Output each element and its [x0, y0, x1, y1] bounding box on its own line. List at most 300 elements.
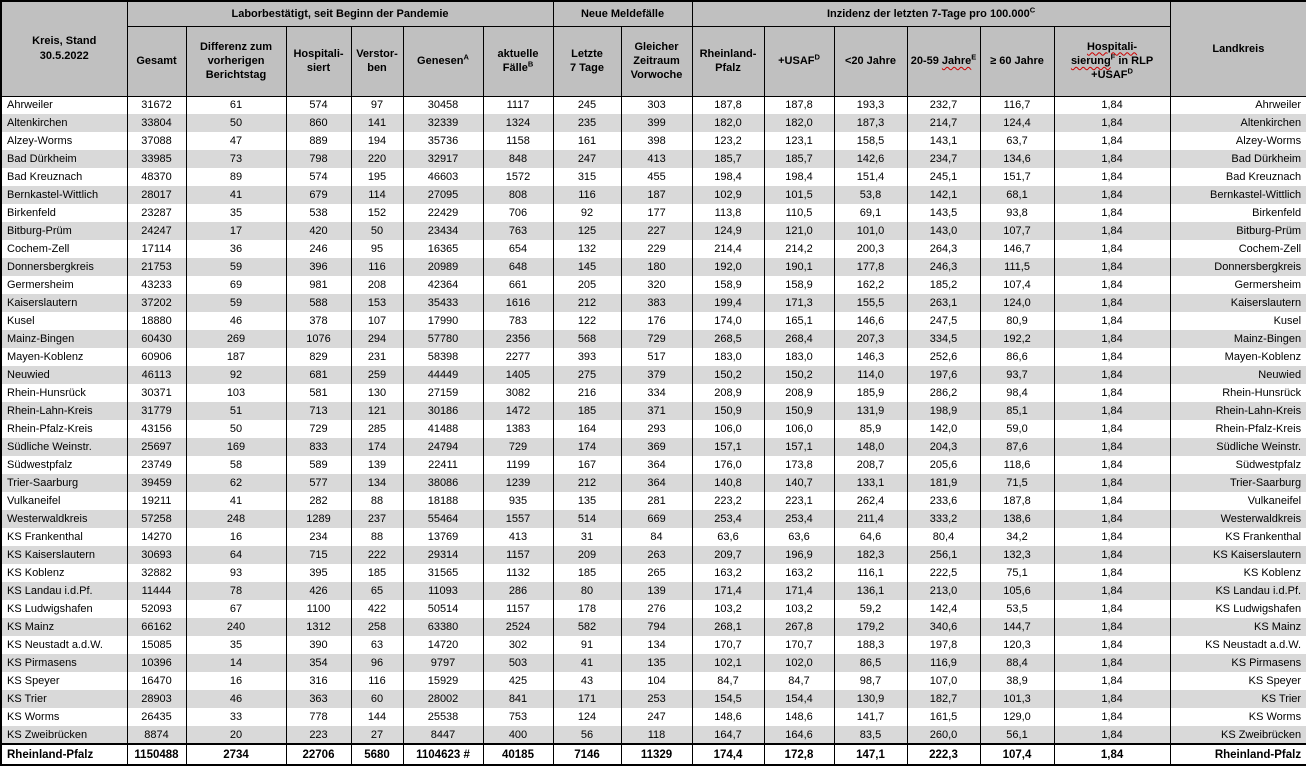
- cell-inzidenz-usaf: 103,2: [764, 600, 834, 618]
- cell-vorwoche: 84: [621, 528, 692, 546]
- cell-verstorben: 144: [351, 708, 403, 726]
- cell-vorwoche: 413: [621, 150, 692, 168]
- cell-genesen: 11093: [403, 582, 483, 600]
- cell-letzte-7-tage: 568: [553, 330, 621, 348]
- cell-aktuelle-faelle: 1199: [483, 456, 553, 474]
- cell-hospitalisierung: 1,84: [1054, 348, 1170, 366]
- cell-inzidenz-rlp: 176,0: [692, 456, 764, 474]
- cell-inzidenz-usaf: 150,9: [764, 402, 834, 420]
- cell-landkreis: Mayen-Koblenz: [1170, 348, 1306, 366]
- table-row: [1, 276, 1306, 294]
- cell-inzidenz-60plus: 107,4: [980, 276, 1054, 294]
- cell-vorwoche: 177: [621, 204, 692, 222]
- table-row: [1, 312, 1306, 330]
- cell-inzidenz-60plus: 187,8: [980, 492, 1054, 510]
- column-header-row: [1, 26, 1306, 96]
- cell-aktuelle-faelle: 935: [483, 492, 553, 510]
- cell-kreis: Westerwaldkreis: [1, 510, 127, 528]
- cell-inzidenz-usaf: 121,0: [764, 222, 834, 240]
- cell-inzidenz-rlp: 157,1: [692, 438, 764, 456]
- cell-inzidenz-u20: 158,5: [834, 132, 907, 150]
- cell-gesamt: 33804: [127, 114, 186, 132]
- cell-aktuelle-faelle: 808: [483, 186, 553, 204]
- cell-vorwoche: 139: [621, 582, 692, 600]
- cell-landkreis: Birkenfeld: [1170, 204, 1306, 222]
- cell-verstorben: 96: [351, 654, 403, 672]
- cell-inzidenz-60plus: 120,3: [980, 636, 1054, 654]
- cell-letzte-7-tage: 185: [553, 564, 621, 582]
- cell-inzidenz-rlp: 140,8: [692, 474, 764, 492]
- cell-inzidenz-20-59: 233,6: [907, 492, 980, 510]
- cell-hospitalisierung: 1,84: [1054, 294, 1170, 312]
- cell-inzidenz-20-59: 143,0: [907, 222, 980, 240]
- cell-inzidenz-60plus: 107,4: [980, 744, 1054, 765]
- cell-inzidenz-rlp: 182,0: [692, 114, 764, 132]
- cell-inzidenz-60plus: 86,6: [980, 348, 1054, 366]
- column-header-vorwoche: Gleicher Zeitraum Vorwoche: [621, 26, 692, 96]
- cell-hospitalisiert: 1289: [286, 510, 351, 528]
- table-row: [1, 708, 1306, 726]
- cell-inzidenz-20-59: 286,2: [907, 384, 980, 402]
- cell-inzidenz-rlp: 268,5: [692, 330, 764, 348]
- cell-verstorben: 114: [351, 186, 403, 204]
- cell-vorwoche: 669: [621, 510, 692, 528]
- cell-inzidenz-60plus: 124,0: [980, 294, 1054, 312]
- cell-inzidenz-usaf: 154,4: [764, 690, 834, 708]
- cell-inzidenz-u20: 147,1: [834, 744, 907, 765]
- cell-inzidenz-rlp: 63,6: [692, 528, 764, 546]
- cell-inzidenz-usaf: 110,5: [764, 204, 834, 222]
- cell-gesamt: 37202: [127, 294, 186, 312]
- cell-inzidenz-u20: 155,5: [834, 294, 907, 312]
- table-row: [1, 528, 1306, 546]
- cell-letzte-7-tage: 132: [553, 240, 621, 258]
- cell-inzidenz-u20: 182,3: [834, 546, 907, 564]
- cell-genesen: 50514: [403, 600, 483, 618]
- cell-letzte-7-tage: 92: [553, 204, 621, 222]
- cell-inzidenz-u20: 131,9: [834, 402, 907, 420]
- cell-kreis: Mainz-Bingen: [1, 330, 127, 348]
- cell-gesamt: 23287: [127, 204, 186, 222]
- cell-aktuelle-faelle: 503: [483, 654, 553, 672]
- cell-inzidenz-60plus: 71,5: [980, 474, 1054, 492]
- cell-aktuelle-faelle: 1158: [483, 132, 553, 150]
- cell-gesamt: 1150488: [127, 744, 186, 765]
- cell-genesen: 16365: [403, 240, 483, 258]
- cell-genesen: 41488: [403, 420, 483, 438]
- cell-vorwoche: 399: [621, 114, 692, 132]
- cell-genesen: 9797: [403, 654, 483, 672]
- cell-inzidenz-u20: 177,8: [834, 258, 907, 276]
- cell-inzidenz-20-59: 182,7: [907, 690, 980, 708]
- table-row: [1, 150, 1306, 168]
- cell-inzidenz-60plus: 53,5: [980, 600, 1054, 618]
- cell-kreis: KS Kaiserslautern: [1, 546, 127, 564]
- cell-hospitalisierung: 1,84: [1054, 600, 1170, 618]
- cell-gesamt: 21753: [127, 258, 186, 276]
- cell-hospitalisiert: 234: [286, 528, 351, 546]
- cell-inzidenz-60plus: 144,7: [980, 618, 1054, 636]
- cell-inzidenz-u20: 136,1: [834, 582, 907, 600]
- cell-kreis: Alzey-Worms: [1, 132, 127, 150]
- cell-landkreis: Bad Kreuznach: [1170, 168, 1306, 186]
- cell-inzidenz-60plus: 34,2: [980, 528, 1054, 546]
- cell-kreis: Südwestpfalz: [1, 456, 127, 474]
- cell-aktuelle-faelle: 783: [483, 312, 553, 330]
- cell-vorwoche: 794: [621, 618, 692, 636]
- cell-hospitalisierung: 1,84: [1054, 384, 1170, 402]
- cell-differenz: 69: [186, 276, 286, 294]
- cell-inzidenz-u20: 101,0: [834, 222, 907, 240]
- cell-aktuelle-faelle: 400: [483, 726, 553, 744]
- cell-kreis: Kusel: [1, 312, 127, 330]
- table-header: [1, 1, 1306, 96]
- cell-verstorben: 5680: [351, 744, 403, 765]
- cell-aktuelle-faelle: 706: [483, 204, 553, 222]
- cell-aktuelle-faelle: 753: [483, 708, 553, 726]
- cell-hospitalisierung: 1,84: [1054, 654, 1170, 672]
- cell-inzidenz-usaf: 198,4: [764, 168, 834, 186]
- cell-verstorben: 60: [351, 690, 403, 708]
- cell-inzidenz-usaf: 123,1: [764, 132, 834, 150]
- cell-hospitalisiert: 729: [286, 420, 351, 438]
- cell-gesamt: 37088: [127, 132, 186, 150]
- cell-inzidenz-60plus: 192,2: [980, 330, 1054, 348]
- cell-inzidenz-rlp: 174,0: [692, 312, 764, 330]
- table-row: [1, 636, 1306, 654]
- cell-verstorben: 134: [351, 474, 403, 492]
- cell-inzidenz-60plus: 93,8: [980, 204, 1054, 222]
- cell-inzidenz-60plus: 116,7: [980, 96, 1054, 114]
- cell-genesen: 55464: [403, 510, 483, 528]
- cell-verstorben: 208: [351, 276, 403, 294]
- cell-inzidenz-u20: 116,1: [834, 564, 907, 582]
- cell-differenz: 169: [186, 438, 286, 456]
- cell-gesamt: 17114: [127, 240, 186, 258]
- cell-hospitalisierung: 1,84: [1054, 420, 1170, 438]
- cell-verstorben: 195: [351, 168, 403, 186]
- cell-inzidenz-60plus: 59,0: [980, 420, 1054, 438]
- cell-landkreis: Mainz-Bingen: [1170, 330, 1306, 348]
- cell-letzte-7-tage: 135: [553, 492, 621, 510]
- cell-genesen: 31565: [403, 564, 483, 582]
- cell-differenz: 248: [186, 510, 286, 528]
- cell-vorwoche: 180: [621, 258, 692, 276]
- cell-inzidenz-usaf: 171,4: [764, 582, 834, 600]
- cell-inzidenz-usaf: 183,0: [764, 348, 834, 366]
- cell-aktuelle-faelle: 413: [483, 528, 553, 546]
- cell-inzidenz-u20: 85,9: [834, 420, 907, 438]
- cell-letzte-7-tage: 216: [553, 384, 621, 402]
- cell-aktuelle-faelle: 1405: [483, 366, 553, 384]
- cell-aktuelle-faelle: 1383: [483, 420, 553, 438]
- cell-inzidenz-u20: 148,0: [834, 438, 907, 456]
- cell-inzidenz-rlp: 268,1: [692, 618, 764, 636]
- cell-hospitalisiert: 395: [286, 564, 351, 582]
- cell-aktuelle-faelle: 1117: [483, 96, 553, 114]
- cell-aktuelle-faelle: 763: [483, 222, 553, 240]
- cell-hospitalisiert: 681: [286, 366, 351, 384]
- cell-hospitalisierung: 1,84: [1054, 114, 1170, 132]
- table-row: [1, 132, 1306, 150]
- column-header-genesen: Genesen$^A$: [403, 26, 483, 96]
- spellcheck-squiggle: Hospitali-: [1086, 40, 1138, 53]
- cell-hospitalisiert: 22706: [286, 744, 351, 765]
- cell-inzidenz-60plus: 151,7: [980, 168, 1054, 186]
- cell-vorwoche: 379: [621, 366, 692, 384]
- cell-inzidenz-u20: 200,3: [834, 240, 907, 258]
- cell-genesen: 57780: [403, 330, 483, 348]
- cell-inzidenz-20-59: 142,1: [907, 186, 980, 204]
- cell-verstorben: 153: [351, 294, 403, 312]
- cell-gesamt: 32882: [127, 564, 186, 582]
- cell-inzidenz-60plus: 138,6: [980, 510, 1054, 528]
- cell-genesen: 27159: [403, 384, 483, 402]
- cell-inzidenz-rlp: 214,4: [692, 240, 764, 258]
- cell-inzidenz-usaf: 185,7: [764, 150, 834, 168]
- cell-landkreis: Rheinland-Pfalz: [1170, 744, 1306, 765]
- cell-landkreis: KS Koblenz: [1170, 564, 1306, 582]
- cell-genesen: 42364: [403, 276, 483, 294]
- cell-letzte-7-tage: 171: [553, 690, 621, 708]
- cell-inzidenz-60plus: 87,6: [980, 438, 1054, 456]
- cell-hospitalisiert: 363: [286, 690, 351, 708]
- cell-inzidenz-20-59: 340,6: [907, 618, 980, 636]
- cell-kreis: Cochem-Zell: [1, 240, 127, 258]
- table-row: [1, 420, 1306, 438]
- cell-differenz: 36: [186, 240, 286, 258]
- cell-differenz: 41: [186, 186, 286, 204]
- cell-aktuelle-faelle: 1616: [483, 294, 553, 312]
- cell-hospitalisierung: 1,84: [1054, 204, 1170, 222]
- cell-inzidenz-u20: 211,4: [834, 510, 907, 528]
- cell-vorwoche: 276: [621, 600, 692, 618]
- cell-vorwoche: 517: [621, 348, 692, 366]
- cell-inzidenz-usaf: 150,2: [764, 366, 834, 384]
- cell-inzidenz-u20: 187,3: [834, 114, 907, 132]
- cell-aktuelle-faelle: 3082: [483, 384, 553, 402]
- cell-verstorben: 63: [351, 636, 403, 654]
- table-row: [1, 546, 1306, 564]
- cell-differenz: 2734: [186, 744, 286, 765]
- cell-vorwoche: 364: [621, 474, 692, 492]
- cell-landkreis: Germersheim: [1170, 276, 1306, 294]
- cell-hospitalisiert: 1076: [286, 330, 351, 348]
- cell-hospitalisierung: 1,84: [1054, 492, 1170, 510]
- cell-letzte-7-tage: 124: [553, 708, 621, 726]
- cell-inzidenz-usaf: 84,7: [764, 672, 834, 690]
- cell-landkreis: KS Frankenthal: [1170, 528, 1306, 546]
- cell-inzidenz-20-59: 333,2: [907, 510, 980, 528]
- cell-inzidenz-60plus: 93,7: [980, 366, 1054, 384]
- cell-letzte-7-tage: 43: [553, 672, 621, 690]
- cell-kreis: KS Neustadt a.d.W.: [1, 636, 127, 654]
- cell-differenz: 269: [186, 330, 286, 348]
- cell-inzidenz-usaf: 214,2: [764, 240, 834, 258]
- cell-verstorben: 222: [351, 546, 403, 564]
- cell-hospitalisierung: 1,84: [1054, 564, 1170, 582]
- cell-inzidenz-rlp: 187,8: [692, 96, 764, 114]
- cell-letzte-7-tage: 235: [553, 114, 621, 132]
- cell-inzidenz-usaf: 163,2: [764, 564, 834, 582]
- cell-inzidenz-usaf: 140,7: [764, 474, 834, 492]
- cell-aktuelle-faelle: 1472: [483, 402, 553, 420]
- cell-letzte-7-tage: 41: [553, 654, 621, 672]
- cell-kreis: Germersheim: [1, 276, 127, 294]
- group-header-inzidenz: Inzidenz der letzten 7-Tage pro $100.000^C$: [692, 1, 1170, 26]
- cell-inzidenz-usaf: 171,3: [764, 294, 834, 312]
- cell-gesamt: 46113: [127, 366, 186, 384]
- cell-verstorben: 97: [351, 96, 403, 114]
- cell-genesen: 32339: [403, 114, 483, 132]
- cell-landkreis: KS Worms: [1170, 708, 1306, 726]
- cell-verstorben: 422: [351, 600, 403, 618]
- cell-aktuelle-faelle: 2524: [483, 618, 553, 636]
- cell-inzidenz-rlp: 113,8: [692, 204, 764, 222]
- cell-hospitalisiert: 574: [286, 168, 351, 186]
- cell-hospitalisiert: 778: [286, 708, 351, 726]
- cell-inzidenz-rlp: 183,0: [692, 348, 764, 366]
- cell-aktuelle-faelle: 1132: [483, 564, 553, 582]
- cell-hospitalisierung: 1,84: [1054, 132, 1170, 150]
- cell-hospitalisiert: 378: [286, 312, 351, 330]
- cell-genesen: 23434: [403, 222, 483, 240]
- cell-hospitalisierung: 1,84: [1054, 510, 1170, 528]
- cell-inzidenz-20-59: 161,5: [907, 708, 980, 726]
- cell-inzidenz-60plus: 124,4: [980, 114, 1054, 132]
- cell-verstorben: 121: [351, 402, 403, 420]
- cell-inzidenz-rlp: 209,7: [692, 546, 764, 564]
- cell-hospitalisierung: 1,84: [1054, 402, 1170, 420]
- cell-gesamt: 10396: [127, 654, 186, 672]
- cell-letzte-7-tage: 174: [553, 438, 621, 456]
- table-row: [1, 258, 1306, 276]
- cell-landkreis: Neuwied: [1170, 366, 1306, 384]
- cell-inzidenz-rlp: 154,5: [692, 690, 764, 708]
- cell-inzidenz-usaf: 208,9: [764, 384, 834, 402]
- cell-letzte-7-tage: 582: [553, 618, 621, 636]
- cell-letzte-7-tage: 178: [553, 600, 621, 618]
- cell-verstorben: 294: [351, 330, 403, 348]
- cell-differenz: 58: [186, 456, 286, 474]
- cell-kreis: Trier-Saarburg: [1, 474, 127, 492]
- cell-inzidenz-20-59: 204,3: [907, 438, 980, 456]
- cell-gesamt: 26435: [127, 708, 186, 726]
- cell-landkreis: Altenkirchen: [1170, 114, 1306, 132]
- table-row: [1, 456, 1306, 474]
- footnote-superscript: D: [814, 52, 820, 62]
- cell-differenz: 41: [186, 492, 286, 510]
- cell-differenz: 187: [186, 348, 286, 366]
- cell-inzidenz-20-59: 185,2: [907, 276, 980, 294]
- cell-differenz: 35: [186, 204, 286, 222]
- cell-inzidenz-usaf: 253,4: [764, 510, 834, 528]
- cell-landkreis: KS Zweibrücken: [1170, 726, 1306, 744]
- cell-inzidenz-usaf: 148,6: [764, 708, 834, 726]
- cell-inzidenz-u20: 208,7: [834, 456, 907, 474]
- cell-verstorben: 185: [351, 564, 403, 582]
- cell-differenz: 47: [186, 132, 286, 150]
- group-header-row: [1, 1, 1306, 26]
- cell-verstorben: 50: [351, 222, 403, 240]
- cell-differenz: 103: [186, 384, 286, 402]
- cell-vorwoche: 135: [621, 654, 692, 672]
- cell-vorwoche: 371: [621, 402, 692, 420]
- cell-landkreis: KS Neustadt a.d.W.: [1170, 636, 1306, 654]
- cell-gesamt: 14270: [127, 528, 186, 546]
- cell-hospitalisiert: 316: [286, 672, 351, 690]
- cell-genesen: 35736: [403, 132, 483, 150]
- footnote-superscript: B: [527, 59, 534, 69]
- cell-inzidenz-20-59: 334,5: [907, 330, 980, 348]
- column-header-aktuelle-faelle: aktuelle Fälle$^B$: [483, 26, 553, 96]
- cell-inzidenz-60plus: 88,4: [980, 654, 1054, 672]
- footnote-superscript: F: [1110, 52, 1116, 62]
- cell-inzidenz-20-59: 246,3: [907, 258, 980, 276]
- cell-vorwoche: 187: [621, 186, 692, 204]
- cell-hospitalisierung: 1,84: [1054, 96, 1170, 114]
- cell-inzidenz-20-59: 197,8: [907, 636, 980, 654]
- table-row: [1, 366, 1306, 384]
- cell-landkreis: Bad Dürkheim: [1170, 150, 1306, 168]
- cell-letzte-7-tage: 212: [553, 474, 621, 492]
- cell-inzidenz-20-59: 252,6: [907, 348, 980, 366]
- table-row: [1, 564, 1306, 582]
- cell-kreis: Donnersbergkreis: [1, 258, 127, 276]
- cell-verstorben: 116: [351, 672, 403, 690]
- cell-inzidenz-20-59: 222,5: [907, 564, 980, 582]
- cell-inzidenz-20-59: 107,0: [907, 672, 980, 690]
- cell-genesen: 63380: [403, 618, 483, 636]
- cell-hospitalisierung: 1,84: [1054, 582, 1170, 600]
- cell-kreis: Neuwied: [1, 366, 127, 384]
- cell-inzidenz-20-59: 198,9: [907, 402, 980, 420]
- cell-kreis: Kaiserslautern: [1, 294, 127, 312]
- cell-inzidenz-usaf: 268,4: [764, 330, 834, 348]
- table-row: [1, 690, 1306, 708]
- cell-inzidenz-usaf: 102,0: [764, 654, 834, 672]
- cell-differenz: 46: [186, 690, 286, 708]
- cell-verstorben: 88: [351, 528, 403, 546]
- cell-vorwoche: 11329: [621, 744, 692, 765]
- cell-inzidenz-rlp: 171,4: [692, 582, 764, 600]
- cell-inzidenz-20-59: 143,5: [907, 204, 980, 222]
- cell-letzte-7-tage: 393: [553, 348, 621, 366]
- cell-inzidenz-rlp: 198,4: [692, 168, 764, 186]
- cell-genesen: 27095: [403, 186, 483, 204]
- cell-vorwoche: 104: [621, 672, 692, 690]
- spellcheck-squiggle: sierung: [1070, 54, 1111, 67]
- cell-landkreis: Westerwaldkreis: [1170, 510, 1306, 528]
- cell-inzidenz-u20: 141,7: [834, 708, 907, 726]
- cell-gesamt: 48370: [127, 168, 186, 186]
- cell-inzidenz-rlp: 164,7: [692, 726, 764, 744]
- cell-differenz: 46: [186, 312, 286, 330]
- cell-gesamt: 43233: [127, 276, 186, 294]
- cell-landkreis: Rhein-Hunsrück: [1170, 384, 1306, 402]
- cell-inzidenz-60plus: 105,6: [980, 582, 1054, 600]
- cell-differenz: 59: [186, 294, 286, 312]
- cell-inzidenz-rlp: 102,1: [692, 654, 764, 672]
- cell-inzidenz-u20: 179,2: [834, 618, 907, 636]
- cell-vorwoche: 229: [621, 240, 692, 258]
- cell-inzidenz-20-59: 264,3: [907, 240, 980, 258]
- cell-differenz: 50: [186, 114, 286, 132]
- cell-inzidenz-60plus: 129,0: [980, 708, 1054, 726]
- cell-letzte-7-tage: 116: [553, 186, 621, 204]
- column-header-differenz: Differenz zum vorherigen Berichtstag: [186, 26, 286, 96]
- cell-differenz: 35: [186, 636, 286, 654]
